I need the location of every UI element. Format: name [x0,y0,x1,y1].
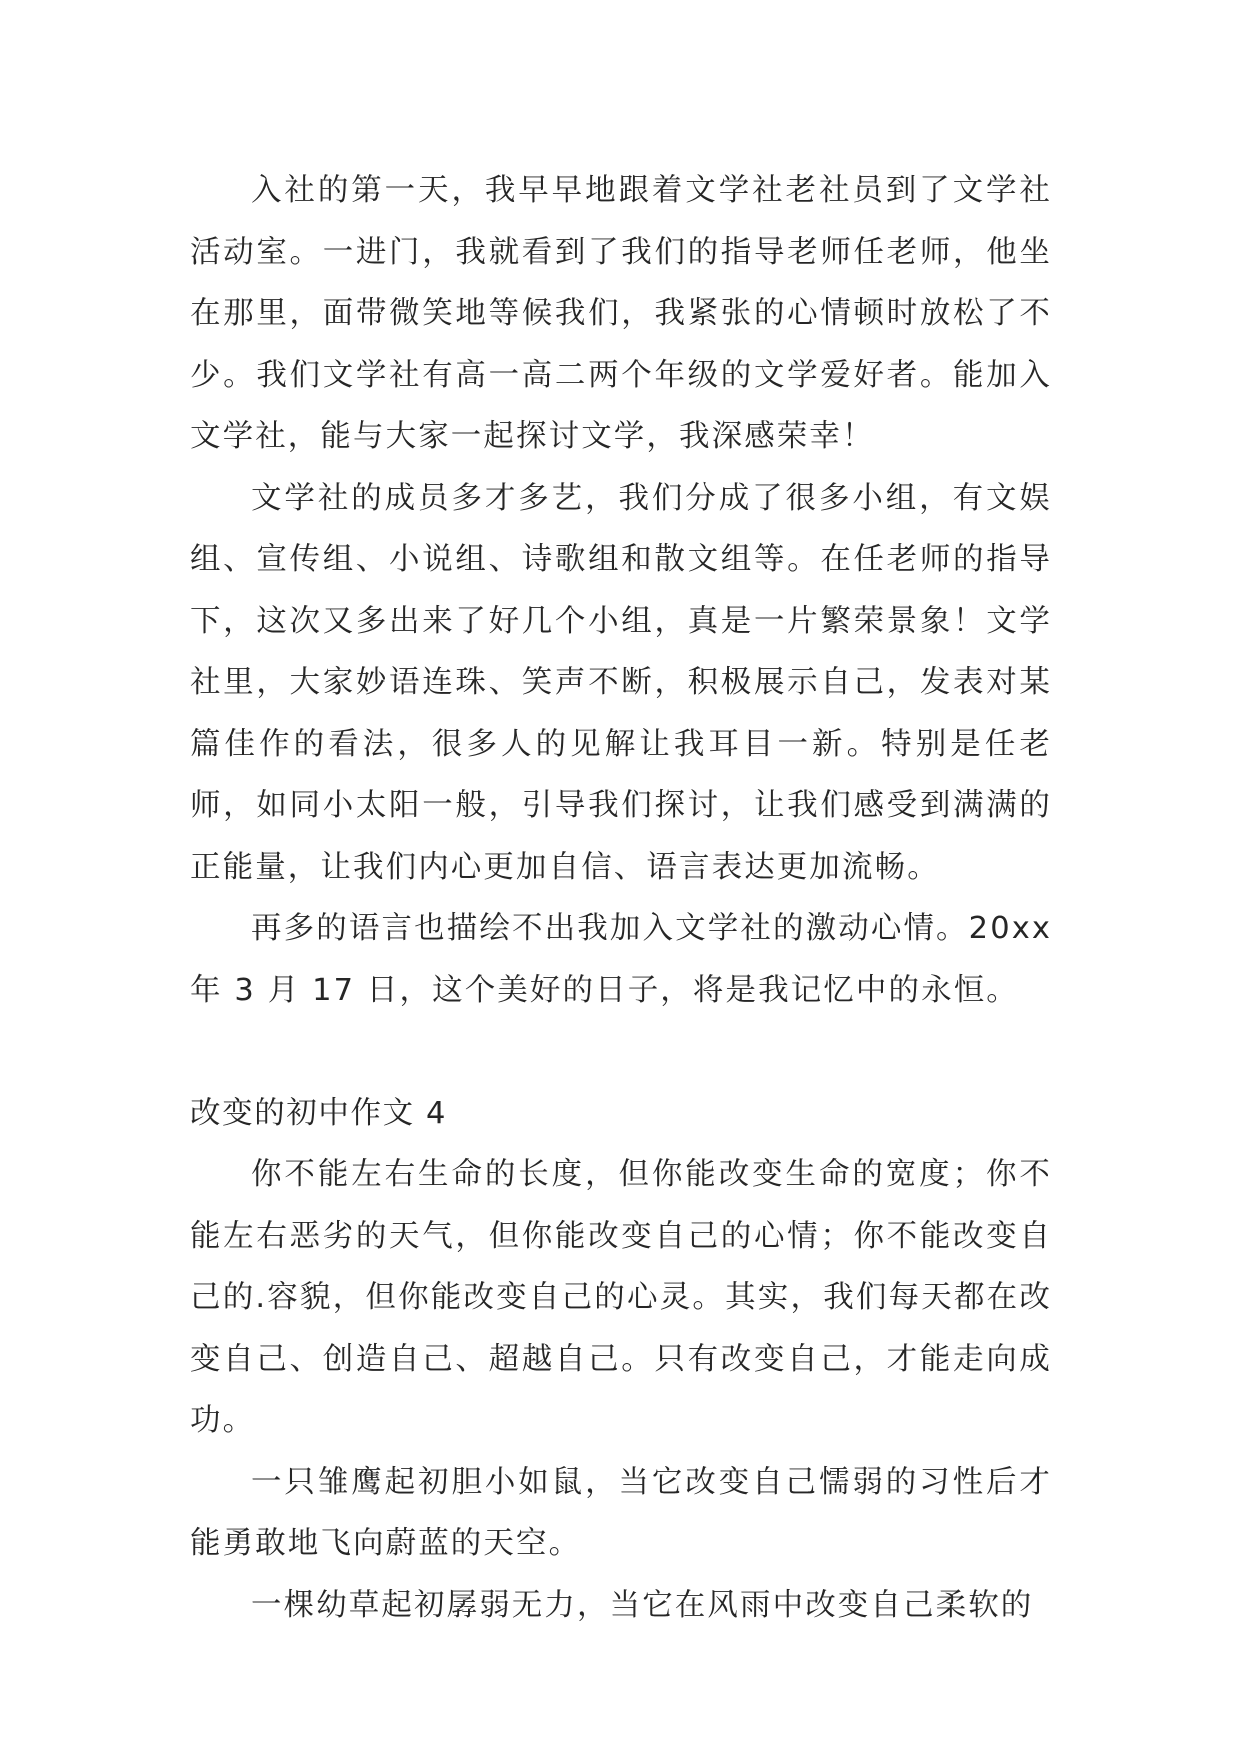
paragraph-club-members: 文学社的成员多才多艺，我们分成了很多小组，有文娱组、宣传组、小说组、诗歌组和散文组等。在任老师的指导下，这次又多出来了好几个小组，真是一片繁荣景象！文学社里，大家妙语连珠、笑声不断，积极展示自己，发表对某篇佳作的看法，很多人的见解让我耳目一新。特别是任老师，如同小太阳一般，引导我们探讨，让我们感受到满满的正能量，让我们内心更加自信、语言表达更加流畅。 [190,480,1052,885]
paragraph-young-eagle: 一只雏鹰起初胆小如鼠，当它改变自己懦弱的习性后才能勇敢地飞向蔚蓝的天空。 [190,1464,1052,1561]
section-spacer [190,1021,1052,1083]
paragraph-joining-day: 入社的第一天，我早早地跟着文学社老社员到了文学社活动室。一进门，我就看到了我们的指导老师任老师，他坐在那里，面带微笑地等候我们，我紧张的心情顿时放松了不少。我们文学社有高一高二两个年级的文学爱好者。能加入文学社，能与大家一起探讨文学，我深感荣幸！ [190,173,1052,454]
paragraph-change-intro: 你不能左右生命的长度，但你能改变生命的宽度；你不能左右恶劣的天气，但你能改变自己的心情；你不能改变自己的.容貌，但你能改变自己的心灵。其实，我们每天都在改变自己、创造自己、超越自己。只有改变自己，才能走向成功。 [190,1157,1052,1438]
paragraph-closing-feelings: 再多的语言也描绘不出我加入文学社的激动心情。20xx年 3 月 17 日，这个美好的日子，将是我记忆中的永恒。 [190,911,1052,1008]
paragraph-young-grass: 一棵幼草起初孱弱无力，当它在风雨中改变自己柔软的 [251,1587,1034,1623]
document-body [190,160,1052,1636]
essay-heading: 改变的初中作文 4 [190,1095,447,1131]
